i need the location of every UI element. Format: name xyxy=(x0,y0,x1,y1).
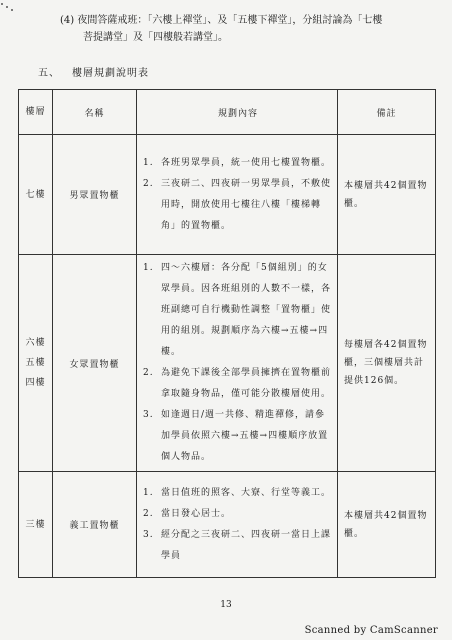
floor-label: 三樓 xyxy=(25,519,46,530)
floor-label: 四樓 xyxy=(25,378,46,388)
floor-label: 七樓 xyxy=(25,189,46,200)
floor-label: 五樓 xyxy=(25,358,46,368)
plan-item xyxy=(143,405,333,468)
staple-mark-icon xyxy=(0,2,14,12)
table-row xyxy=(19,135,436,255)
plan-item-text: 當日發心居士。 xyxy=(161,508,232,519)
plan-item-number: 2. xyxy=(143,368,154,378)
plan-item-text: 如逢週日/週一共修、精進禪修，請參加學員依照六樓→五樓→四樓順序放置個人物品。 xyxy=(161,410,329,462)
plan-item-text: 各班男眾學員，統一使用七樓置物櫃。 xyxy=(161,157,332,168)
plan-item-text: 為避免下課後全部學員擁擠在置物櫃前拿取隨身物品，僅可能分散樓層使用。 xyxy=(161,368,332,399)
plan-item xyxy=(143,153,333,174)
section-title: 樓層規劃說明表 xyxy=(72,68,149,79)
floor-cell xyxy=(19,255,53,472)
plan-item-text: 四～六樓層：各分配「5個組別」的女眾學員。因各班組別的人數不一樣，各班副總可自行機動性調整「置物櫃」使用的組別。規劃順序為六樓→五樓→四樓。 xyxy=(161,263,332,357)
name-cell: 義工置物櫃 xyxy=(53,472,137,578)
floor-cell xyxy=(19,135,53,255)
plan-item-number: 1. xyxy=(143,487,154,498)
plan-item xyxy=(143,258,333,363)
plan-cell xyxy=(137,255,338,472)
scanner-watermark: Scanned by CamScanner xyxy=(304,625,438,636)
plan-item-text: 經分配之三夜研二、四夜研一當日上課學員 xyxy=(161,529,332,561)
header-name: 名稱 xyxy=(53,90,137,135)
table-row xyxy=(19,255,436,472)
plan-item xyxy=(143,174,333,237)
header-note: 備註 xyxy=(338,90,436,135)
name-cell: 男眾置物櫃 xyxy=(53,135,137,255)
floor-label: 六樓 xyxy=(25,338,46,348)
plan-item xyxy=(143,483,333,504)
plan-item xyxy=(143,504,333,525)
table-header-row xyxy=(19,90,436,135)
plan-cell xyxy=(137,472,338,578)
floor-plan-table xyxy=(18,89,436,578)
note-cell: 本樓層共42個置物櫃。 xyxy=(338,472,436,578)
table-row xyxy=(19,472,436,578)
floor-cell xyxy=(19,472,53,578)
plan-item-number: 1. xyxy=(143,157,154,168)
plan-item xyxy=(143,363,333,405)
intro-line-1: (4) 夜間答薩戒班：「六樓上禪堂」、及「五樓下禪堂」，分組討論為「七樓 xyxy=(60,15,383,26)
section-heading xyxy=(38,64,149,79)
plan-item-number: 3. xyxy=(143,529,154,540)
header-floor: 樓層 xyxy=(19,90,53,135)
plan-item-number: 2. xyxy=(143,178,154,189)
name-cell: 女眾置物櫃 xyxy=(53,255,137,472)
plan-item-text: 三夜研二、四夜研一男眾學員，不敷使用時，開放使用七樓往八樓「樓梯轉角」的置物櫃。 xyxy=(161,178,332,231)
plan-cell xyxy=(137,135,338,255)
section-number: 五、 xyxy=(38,68,60,79)
header-plan: 規劃內容 xyxy=(137,90,338,135)
plan-item-number: 1. xyxy=(143,263,154,273)
note-cell: 本樓層共42個置物櫃。 xyxy=(338,135,436,255)
intro-paragraph xyxy=(60,12,420,46)
plan-item-text: 當日值班的照客、大寮、行堂等義工。 xyxy=(161,487,332,498)
plan-item-number: 2. xyxy=(143,508,154,519)
page-number: 13 xyxy=(220,600,232,610)
note-cell: 每樓層各42個置物櫃，三個樓層共計提供126個。 xyxy=(338,255,436,472)
plan-item xyxy=(143,525,333,567)
plan-item-number: 3. xyxy=(143,410,154,420)
intro-line-2: 菩提講堂」及「四樓般若講堂」。 xyxy=(83,32,228,43)
